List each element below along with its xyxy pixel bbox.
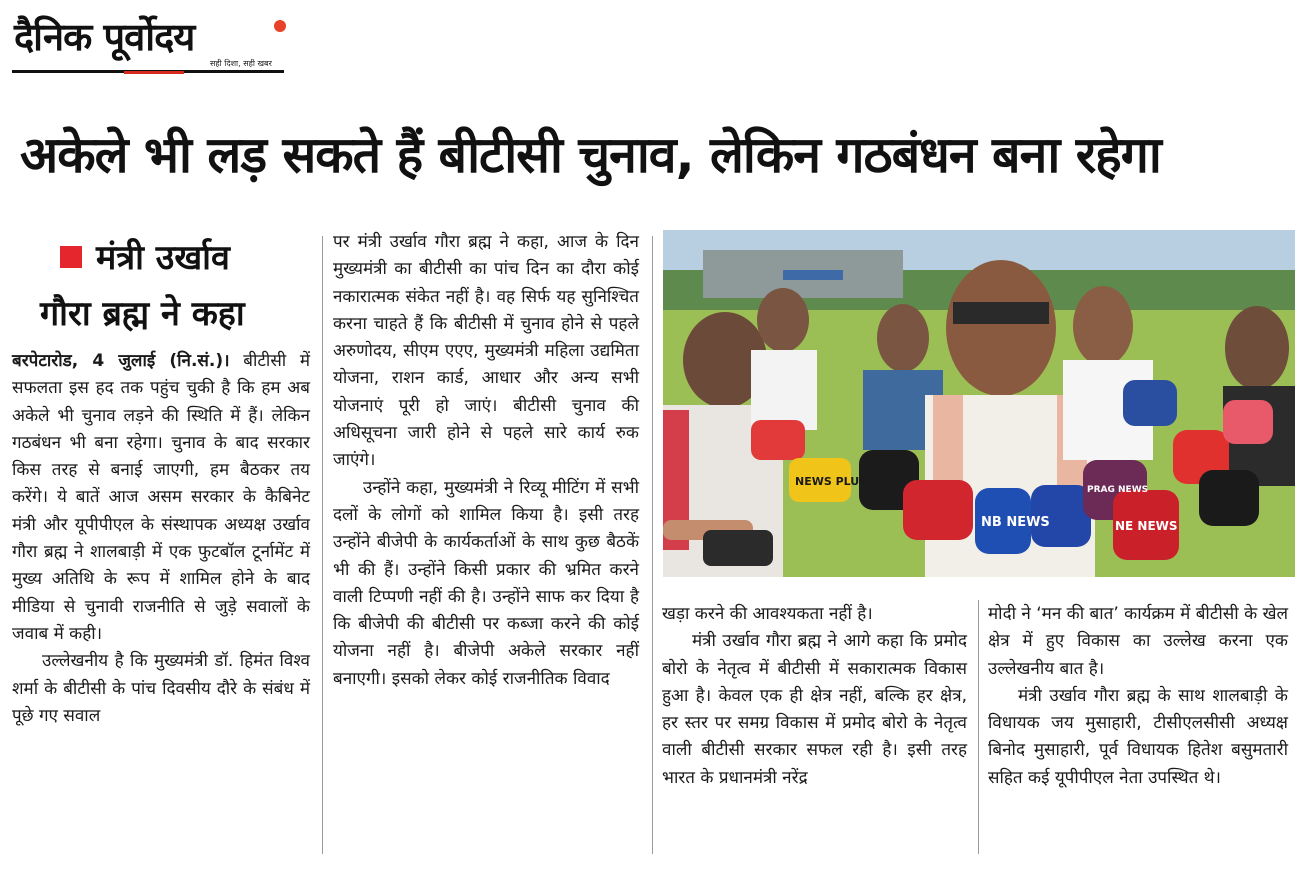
mic-label-3: NE NEWS <box>1115 519 1178 533</box>
col4-paragraph-2: मंत्री उर्खाव गौरा ब्रह्म के साथ शालबाड़ी के विधायक जय मुसाहारी, टीसीएलसीसी अध्यक्ष बिनोद मुसाहारी, पूर्व विधायक हितेश बसुमतारी सहित कई यूपीपीएल नेता उपस्थित थे। <box>988 685 1288 788</box>
subhead-line-1 <box>60 236 310 280</box>
masthead <box>12 8 284 72</box>
photo-person-back-1 <box>751 288 817 430</box>
col2-paragraph-2: उन्होंने कहा, मुख्यमंत्री ने रिव्यू मीटिंग में सभी दलों के लोगों को शामिल किया है। इसी तरह उन्होंने बीजेपी के कार्यकर्ताओं के साथ कुछ बैठकें भी की हैं। उन्होंने किसी प्रकार की भ्रमित करने वाली टिप्पणी नहीं की है। उन्होंने साफ कर दिया है कि बीजेपी की बीटीसी पर कब्जा करने की कोई योजना नहीं है। बीजेपी अकेले सरकार नहीं बनाएगी। इसको लेकर कोई राजनीतिक विवाद <box>333 477 639 689</box>
col3-paragraph-1: खड़ा करने की आवश्यकता नहीं है। <box>662 604 873 624</box>
article-column-2 <box>333 229 639 693</box>
article-column-3 <box>662 601 967 792</box>
logo-dot <box>274 20 286 32</box>
newspaper-name: दैनिक पूर्वोदय <box>14 15 195 59</box>
dateline: बरपेटारोड, 4 जुलाई (नि.सं.)। <box>12 351 230 371</box>
bullet-square-icon <box>60 246 82 268</box>
newspaper-tagline: सही दिशा, सही खबर <box>210 59 272 68</box>
subhead-line-1-text: मंत्री उर्खाव <box>96 238 230 278</box>
col1-paragraph-2: उल्लेखनीय है कि मुख्यमंत्री डॉ. हिमंत विश्व शर्मा के बीटीसी के पांच दिवसीय दौरे के संबंध में पूछे गए सवाल <box>12 651 310 726</box>
column-divider-3 <box>978 600 979 854</box>
article-column-1 <box>12 348 310 730</box>
mic-label-1: NEWS PLUS <box>795 475 868 488</box>
mic-label-4: PRAG NEWS <box>1087 485 1149 495</box>
masthead-rule-accent <box>124 71 184 74</box>
column-divider-2 <box>652 236 653 854</box>
photo-tent <box>783 270 843 280</box>
col1-paragraph-1: बीटीसी में सफलता इस हद तक पहुंच चुकी है कि हम अब अकेले भी चुनाव लड़ने की स्थिति में हैं। लेकिन गठबंधन भी बना रहेगा। चुनाव के बाद सरकार किस तरह से बनाई जाएगी, हम बैठकर तय करेंगे। ये बातें आज असम सरकार के कैबिनेट मंत्री और यूपीपीएल के संस्थापक अध्यक्ष उर्खाव गौरा ब्रह्म ने शालबाड़ी में एक फुटबॉल टूर्नामेंट में मुख्य अतिथि के रूप में शामिल होने के बाद मीडिया से चुनावी राजनीति से जुड़े सवालों के जवाब में कही। <box>12 351 311 644</box>
headline: अकेले भी लड़ सकते हैं बीटीसी चुनाव, लेकिन गठबंधन बना रहेगा <box>20 126 1161 184</box>
subhead-line-2: गौरा ब्रह्म ने कहा <box>40 294 245 334</box>
col2-paragraph-1: पर मंत्री उर्खाव गौरा ब्रह्म ने कहा, आज के दिन मुख्यमंत्री का बीटीसी का पांच दिन का दौरा कोई नकारात्मक संकेत नहीं है। वह सिर्फ यह सुनिश्चित करना चाहते हैं कि बीटीसी में चुनाव होने से पहले अरुणोदय, सीएम एएए, मुख्यमंत्री महिला उद्यमिता योजना, राशन कार्ड, आधार और अन्य सभी योजनाएं पूरी हो जाएं। बीटीसी चुनाव की अधिसूचना जारी होने से पहले सारे कार्य रुक जाएंगे। <box>333 232 639 471</box>
col4-paragraph-1: मोदी ने ‘मन की बात’ कार्यक्रम में बीटीसी के खेल क्षेत्र में हुए विकास का उल्लेख करना एक उल्लेखनीय बात है। <box>988 604 1288 679</box>
column-divider-1 <box>322 236 323 854</box>
mic-label-2: NB NEWS <box>981 515 1050 530</box>
photo-illustration <box>663 230 1295 577</box>
news-photo <box>663 230 1295 577</box>
col3-paragraph-2: मंत्री उर्खाव गौरा ब्रह्म ने आगे कहा कि प्रमोद बोरो के नेतृत्व में बीटीसी में सकारात्मक विकास हुआ है। केवल एक ही क्षेत्र नहीं, बल्कि हर क्षेत्र, हर स्तर पर समग्र विकास में प्रमोद बोरो के नेतृत्व वाली बीटीसी सरकार सफल रही है। इसी तरह भारत के प्रधानमंत्री नरेंद्र <box>662 631 967 788</box>
photo-person-right-2 <box>1223 306 1295 486</box>
article-column-4 <box>988 601 1288 792</box>
